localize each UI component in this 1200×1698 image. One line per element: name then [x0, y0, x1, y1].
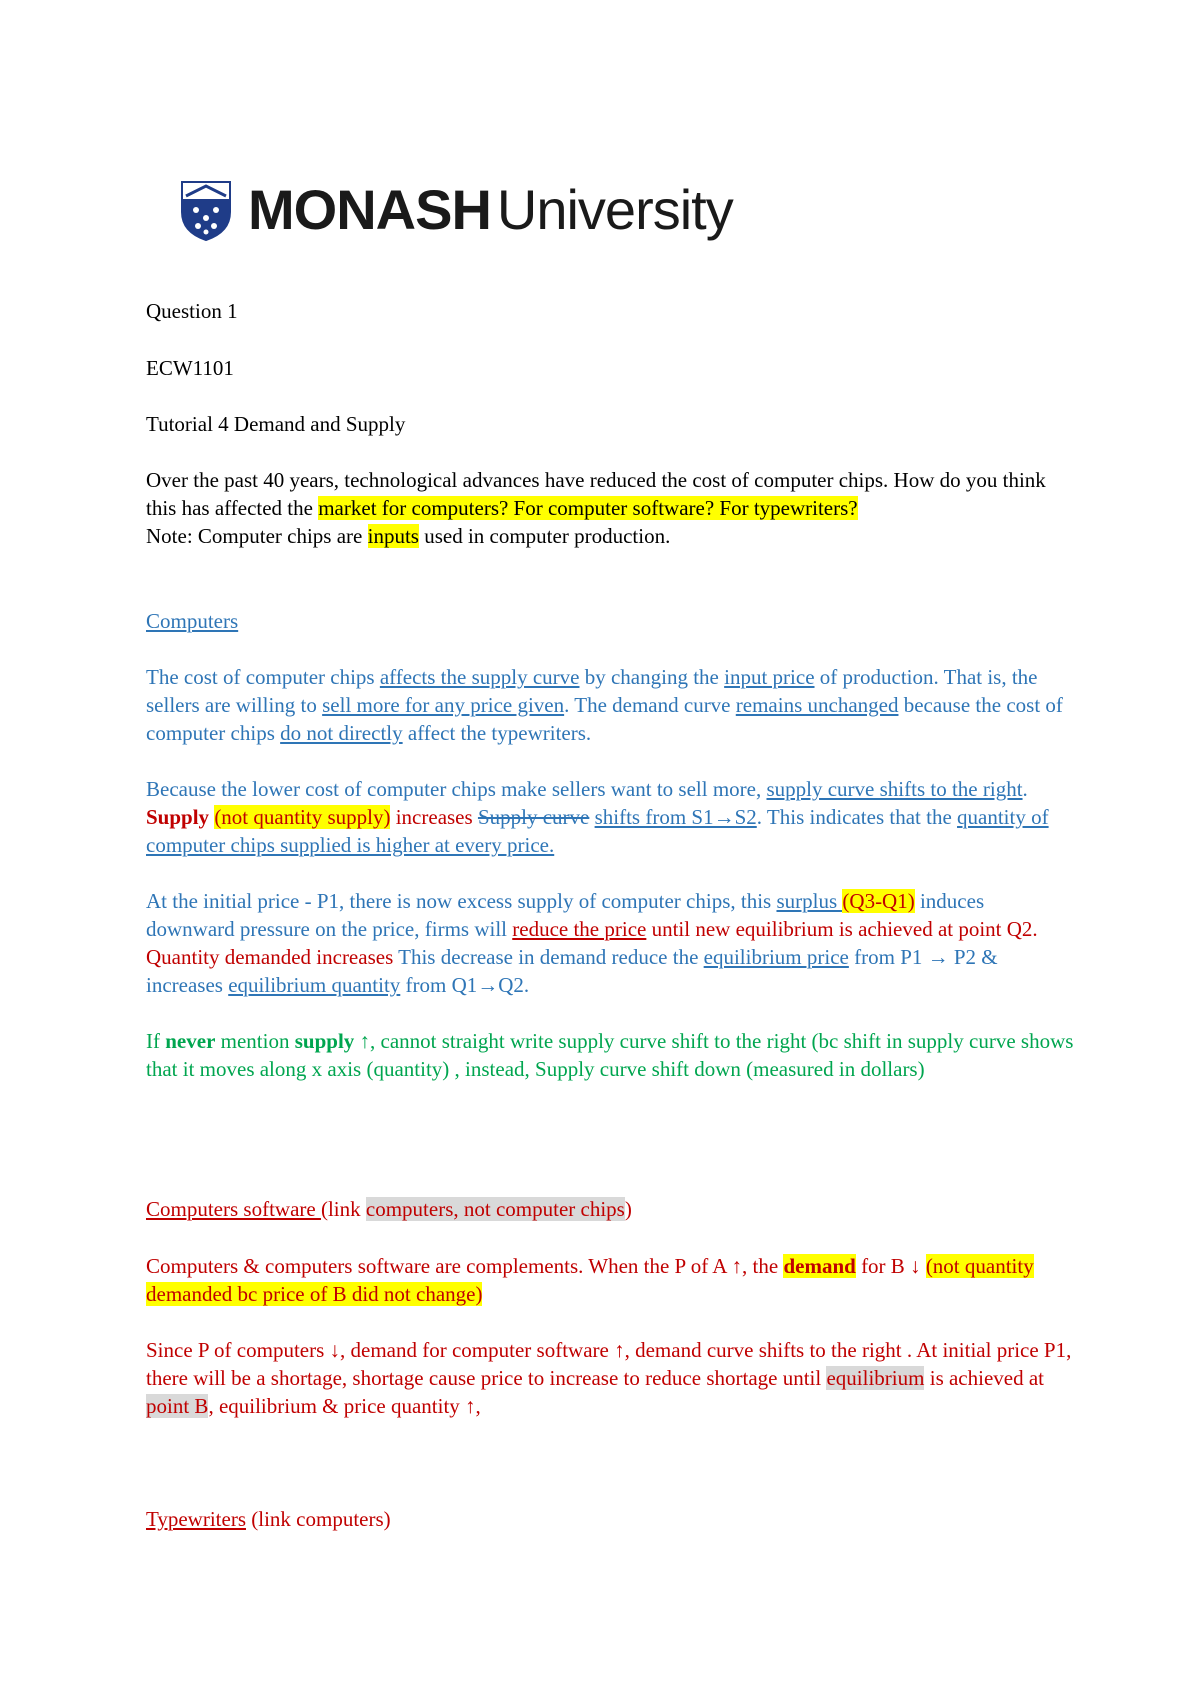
logo-wordmark: MONASH University [248, 178, 733, 241]
question-label: Question 1 [146, 299, 238, 323]
computers-paragraph-2: Because the lower cost of computer chips make sellers want to sell more, supply curve shifts to the right. Supply (not quantity supply) increases Supply curve shifts from S1→S2. This indicates that the quantity of computer chips supplied is higher at every price. [146, 777, 1049, 857]
computers-heading: Computers [146, 609, 239, 633]
tutorial-title: Tutorial 4 Demand and Supply [146, 412, 406, 436]
computers-paragraph-4: If never mention supply ↑, cannot straight write supply curve shift to the right (bc shift in supply curve shows that it moves along x axis (quantity) , instead, Supply curve shift down (measured in dollars) [146, 1029, 1074, 1081]
software-heading: Computers software (link computers, not computer chips) [146, 1197, 632, 1221]
computers-paragraph-3: At the initial price - P1, there is now excess supply of computer chips, this surplus (Q3-Q1) induces downward pressure on the price, firms will reduce the price until new equilibrium is achieved at point Q2. Quantity demanded increases This decrease in demand reduce the equilibrium price from P1 → P2 & increases equilibrium quantity from Q1→Q2. [146, 889, 1038, 997]
course-code: ECW1101 [146, 356, 234, 380]
computers-paragraph-1: The cost of computer chips affects the supply curve by changing the input price of production. That is, the sellers are willing to sell more for any price given. The demand curve remains unchanged because the cost of computer chips do not directly affect the typewriters. [146, 665, 1063, 745]
crest-icon [178, 178, 234, 242]
question-prompt: Over the past 40 years, technological advances have reduced the cost of computer chips. How do you think this has affected the market for computers? For computer software? For typewriters? Note: Computer chips are inputs used in computer production. [146, 468, 1046, 548]
software-paragraph-2: Since P of computers ↓, demand for computer software ↑, demand curve shifts to the right . At initial price P1, there will be a shortage, shortage cause price to increase to reduce shortage until equilibrium is achieved at point B, equilibrium & price quantity ↑, [146, 1338, 1072, 1418]
software-paragraph-1: Computers & computers software are complements. When the P of A ↑, the demand for B ↓ (not quantity demanded bc price of B did not change) [146, 1254, 1034, 1306]
typewriters-heading: Typewriters (link computers) [146, 1507, 391, 1531]
